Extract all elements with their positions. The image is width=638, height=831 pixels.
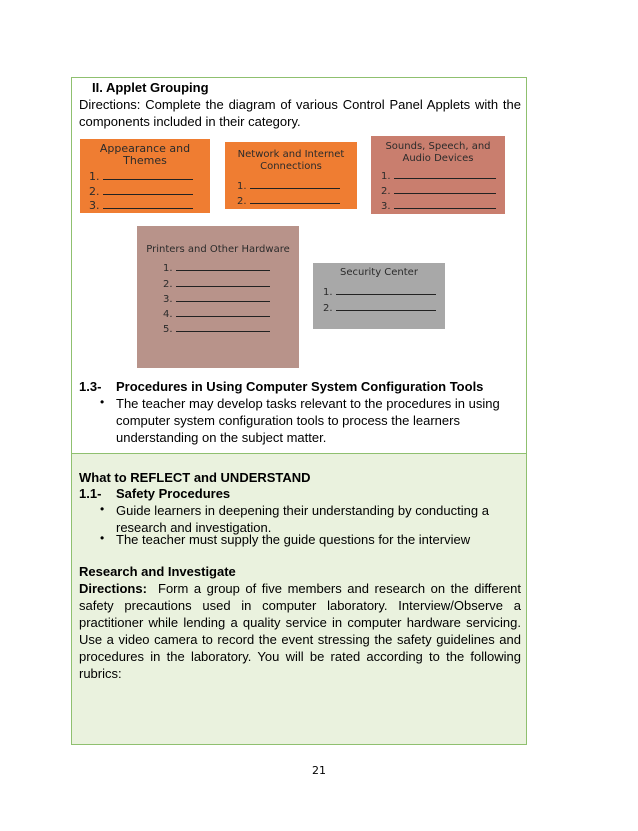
subsection-number: 1.1- bbox=[79, 486, 102, 501]
category-title: Network and Internet Connections bbox=[237, 149, 345, 172]
category-title: Printers and Other Hardware bbox=[146, 244, 290, 255]
category-printers-and-other-hardware bbox=[137, 226, 299, 368]
category-title: Sounds, Speech, and Audio Devices bbox=[385, 141, 491, 164]
blank-line: 4. bbox=[163, 306, 270, 320]
bullet-icon: • bbox=[100, 531, 105, 545]
directions-label: Directions: bbox=[79, 581, 147, 596]
category-network-and-internet-connections bbox=[225, 142, 357, 209]
category-security-center bbox=[313, 263, 445, 329]
blank-line: 2. bbox=[89, 184, 193, 198]
directions-text: Form a group of five members and research on the different safety precautions used in computer laboratory. Interview/Observe a practitioner while lending a quality service in computer hardware servicing. Use a video camera to record the event stressing the safety guidelines and procedures in the laboratory. You will be rated according to the following rubrics: bbox=[79, 581, 521, 681]
procedures-number: 1.3- bbox=[79, 379, 102, 394]
category-appearance-and-themes bbox=[80, 139, 210, 213]
blank-line: 3. bbox=[89, 198, 193, 212]
blank-line: 2. bbox=[237, 193, 340, 207]
bullet-icon: • bbox=[100, 395, 105, 409]
blank-line: 5. bbox=[163, 321, 270, 335]
page-number: 21 bbox=[312, 764, 326, 777]
subsection-title: Safety Procedures bbox=[116, 486, 231, 501]
research-directions bbox=[79, 580, 521, 682]
procedures-title: Procedures in Using Computer System Configuration Tools bbox=[116, 379, 484, 394]
bullet-icon: • bbox=[100, 502, 105, 516]
blank-line: 1. bbox=[323, 284, 436, 298]
section-heading: II. Applet Grouping bbox=[92, 80, 209, 95]
section-directions: Directions: Complete the diagram of various Control Panel Applets with the components included in their category. bbox=[79, 97, 521, 129]
category-sounds-speech-audio-devices bbox=[371, 136, 505, 214]
category-title: Appearance and Themes bbox=[99, 142, 191, 167]
category-title: Security Center bbox=[340, 267, 418, 278]
reflect-heading: What to REFLECT and UNDERSTAND bbox=[79, 470, 311, 485]
blank-line: 1. bbox=[237, 178, 340, 192]
procedures-bullet-text: The teacher may develop tasks relevant to the procedures in using computer system configuration tools to process the learners understanding on the subject matter. bbox=[116, 396, 500, 445]
blank-line: 3. bbox=[163, 291, 270, 305]
blank-line: 1. bbox=[163, 260, 270, 274]
subsection-bullet-text: The teacher must supply the guide questions for the interview bbox=[116, 532, 471, 547]
blank-line: 2. bbox=[381, 183, 496, 197]
blank-line: 1. bbox=[89, 169, 193, 183]
blank-line: 2. bbox=[163, 276, 270, 290]
subsection-bullet-text: Guide learners in deepening their understanding by conducting a research and investigation. bbox=[116, 503, 489, 535]
blank-line: 2. bbox=[323, 300, 436, 314]
blank-line: 1. bbox=[381, 168, 496, 182]
blank-line: 3. bbox=[381, 198, 496, 212]
research-heading: Research and Investigate bbox=[79, 564, 236, 579]
